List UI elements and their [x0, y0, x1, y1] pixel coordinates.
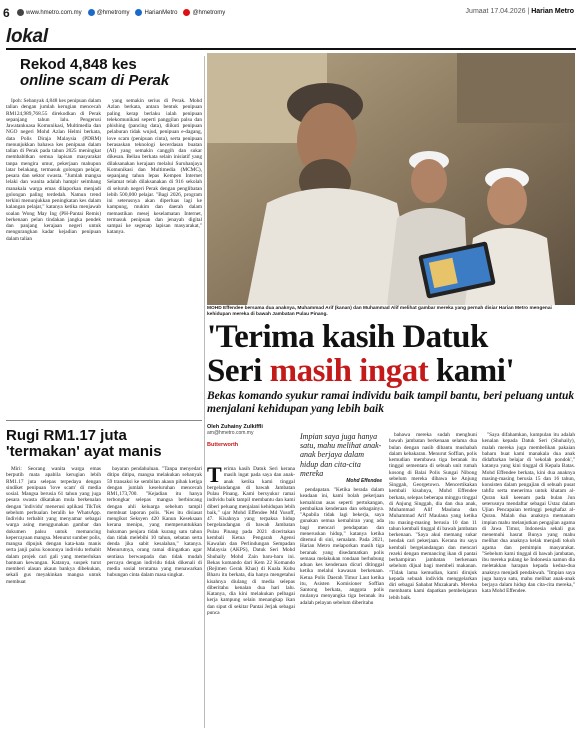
facebook-icon [135, 9, 142, 16]
instagram-link[interactable]: @hmetromy [183, 9, 225, 16]
author-name: Oleh Zuhainy Zulkiffli [207, 424, 263, 430]
divider [6, 420, 202, 421]
pull-quote-name: Mohd Effendee [346, 478, 382, 485]
headline-highlight: masih ingat [269, 353, 429, 389]
section-rule [6, 48, 576, 50]
story2-col1: Miri: Seorang wanita warga emas berputih mata apabila kerugian lebih RM1.17 juta selepas terpedaya dengan sindiket penipuan 'love scam' di media sosial. Mangsa berusia 61 tahun yang juga pesara swasta dikatakan mula berkenalan dengan 'individu' menerusi aplikasi TikTok sebelum perbualan beralih ke WhatsApp. Individu terbabit yang menyamar sebagai warga asing menggunakan gambar dan dokumen palsu untuk memancing kepercayaan mangsa. Menurut sumber polis, mangsa dipujuk dengan kata-kata manis serta janji palsu kononnya individu terbabit dalam projek cari gali yang memerlukan bantuan kewangan. Katanya, suspek turut memberi alasan akaun bankya dibekukan, sekali gus meyakinkan mangsa untuk membuat [6, 466, 101, 585]
page-header [0, 0, 580, 26]
story2-headline: Rugi RM1.17 juta 'termakan' ayat manis [6, 427, 162, 460]
main-col2: pendapatan. "Ketika berada dalam keadaan ini, kami bolah pekerjaan kemahiran asas seperti pertukangan, pembaikan kenderaan dan sebagainya. "Apabila tidak lagi bekerja, saya gunakan semua kemahiran yang ada bagi mencari pendapatan dan meneruskan hidup," katanya ketika ditemui di sini, semalam. Pada 2021, Harian Metro melaporkan masih tiga beranak yang disedamatkan polis semasa melakukan rondaan berhubung aduan kes kenderaan dicuri ditinggal ketika melalui kawasan berkenaan. Ketua Polis Daerah Timur Laut ketika itu, Asisten Komisioner Soffian Santong berkata, anggota polis mulanya menyangka tiga beranak itu adalah pelayan sebelum diberitahu [300, 487, 384, 606]
issue-date: Jumaat 17.04.2026 [465, 8, 526, 15]
issue-info: Jumaat 17.04.2026 | Harian Metro [465, 8, 574, 15]
column-divider [204, 56, 205, 728]
main-col4: "Saya difahamkan, kumpulan itu adalah kenalan kepada Datuk Seri (Shuhaily), malah mereka juga membelikan pakaian baharu buat kami manakala dua anak didaftarkan belajar di 'sekolah pondok'," katanya yang kini tinggal di Kepala Batas. Mohd Effendee berkata, kini dua anaknya masing-masing berusia 15 dan 16 tahun, konsisten dalam pengajian di sebuah pusat tahfiz serta menerima untuk khatam al-Quran kali keenam pada bulan Jun seterusnya mendaftar sebagai Ustaz dalam Ujian Pencapaian tertinggi penghafaz al-Quran. Malah dua anaknya memanam impian mahu melanjutkan pengajian agama di Jawa Timur, Indonesia sekali gus menemuhi hasrat Bunya yang mahu melihat dua anaknya kelak menjadi tokoh agama dan pemimpin masyarakat. "Sebelum kami tinggal di bawah jambatan, ibu mereka pulang ke Indonesia namun dia meletakkan harapan kepada kedua-dua anaknya menjadi pendakwah. "Impian saya juga hanya satu, mahu melihat anak-anak berjaya dalam hidup dan cita-cita mereka," kata Mohd Effendee. [482, 432, 575, 595]
web-link[interactable]: www.hmetro.com.my [17, 9, 82, 16]
section-title: lokal [6, 26, 48, 47]
pull-quote-text: Impian saya juga hanya satu, mahu melihat anak-anak berjaya dalam hidup dan cita-cita mereka [300, 432, 382, 478]
globe-icon [17, 9, 24, 16]
author-email[interactable]: am@hmetro.com.my [207, 430, 254, 436]
main-headline: 'Terima kasih Datuk Seri masih ingat kami' [207, 319, 515, 389]
brand-name: Harian Metro [531, 8, 574, 15]
news-photo [207, 53, 575, 305]
twitter-link[interactable]: @hmetromy [88, 9, 130, 16]
story1-col2: yang semakin serius di Perak. Mohd Azlan berkata, antara bentuk penipuan paling kerap berlaku ialah penipuan telekomunikasi seperti panggilan palsu dan phishing (pancing data), diikuti penipuan pelaburan tidak wujud, penipuan e-dagang, love scam (penipuan cinta), serta penipuan berasaskan teknologi kecerdasan buatan (AI) yang semakin canggih dan sukar dikesan. Beliau berkata selain inisiatif yang dilaksanakan kerajaan melalui Suruhanjaya Komunikasi dan Multimedia (MCMC), sepanjang tahun lepas Kempen Internet Selamat telah dilaksanakan di 916 sekolah di seluruh negeri Perak dengan penglibatan lebih 500,000 pelajar. "Bagi 2026, program ini seterusnya akan diperluas lagi ke kampung, mukim dan daerah dalam memastikan mesej keselamatan Internet, termasuk penipuan dan jenayah digital sampai ke segenap lapisan masyarakat," katanya. [107, 98, 202, 236]
byline [207, 424, 303, 448]
story1-headline: Rekod 4,848 kes online scam di Perak [20, 56, 170, 89]
social-links [17, 9, 225, 16]
photo-illustration [207, 53, 575, 305]
photo-caption: MOHD Effendee bersama dua anaknya, Muhammad Arif (kanan) dan Muhammad Alif melihat gambar mereka yang pernah disiar Harian Metro mengenai kehidupan mereka di bawah Jambatan Pulau Pinang. [207, 306, 552, 317]
facebook-link[interactable]: HarianMetro [135, 9, 177, 16]
story2-col2: bayaran pendahuluan. "Tanpa menyedari ditipu ditipu, mangsa melakukan sebanyak 59 transaksi ke sembilan akaun pihak ketiga dengan jumlah keseluruhan mencecah RM1,173,700. "Kejadian itu hanya terbongkar selepas mangsa berbincang dengan ahli keluarga sebelum tampil membuat laporan polis. "Kes itu disiasat mengikut Seksyen 420 Kanun Keseksaan kerana menipu, yang memperuntukkan hukuman penjara tidak kurang satu tahun dan tidak melebihi 10 tahun, sebatan serta denda jika sabit kesalahan," katanya. Menurutnya, orang ramai diingatkan agar sentiasa berwaspada dan tidak mudah percaya dengan individu tidak dikenali di media sosial terutama yang menawarkan hubungan cinta dalam masa singkat. [107, 466, 202, 579]
dateline: Butterworth [207, 442, 239, 448]
main-col1: Terima kasih Datuk Seri kerana masih ingat pada saya dan anak-anak ketika kami tinggal bergelandangan di bawah Jambatan Pulau Pinang. Kami bersyukur ramai individu baik tampil membantu dan kami diberi peluang menjalani kehidupan lebih baik," ujar Mohd Effendee Md Yusoff, 47. Kisahnya yang terpaksa hidup bergelandangan di bawah Jambatan Pulau Pinang pada 2021 diceritakan kembali Ketua Pengarah Agensi Kawalan dan Perlindungan Sempadan Malaysia (AKPS), Datuk Seri Mohd Shuhaily Mohd Zain baru-baru ini. Bekas komando dari Kem 22 Komando (Rejimen Gerak Khas) di Kuala Kubu Bharu itu berkata, dia hanya mengetahui kisahnya diulang di media selepas diberitahu kenalan dua hari lalu. Katanya, dia kini melakukan pelbagai kerja kampung selain menangkap ikan dan siput di sekitar Pantai Jerjak sebagai punca [207, 466, 295, 616]
main-col3: bahawa mereka sudah menghuni bawah jambatan berkenaan selama dua bulan dengan nasib dibantu mushabah dalam kebakaran. Menurut Soffian, polis kemudian membawa tiga beranak itu tinggal sementara di sebuah unit rumah kosong di Balai Polis Sungai Nibong sebelum mereka dibawa ke Anjung Singgah, Georgetown. Mencertikakan kembali kisahnya, Mohd Effendee berkata, selepas beberapa minggu tinggal di Anjung Singgah, dia dan dua anak, Muhammad Alif Maulana dan Muhammad Arif Maulana yang ketika itu masing-masing berusia 10 dan 11 tahun kembali tinggal di bawah jambatan berkenaan. "Saya akui memang sukar hendak cari pekerjaan. Kerana itu saya kembali bergelandangan dan mencari rezeki dengan memancing ikan di pantai berhampiran jambatan berkenaan sebelum dijual bagi membeli makanan. "Tidak lama kemudian, kami dirujuk kepada sebuah individu menggelarkan diri sebagai Sahabat Muzakarah. Mereka membantu kami dapatkan pembelajaran lebih baik. [389, 432, 477, 601]
instagram-icon [183, 9, 190, 16]
page-number: 6 [3, 6, 10, 20]
story1-col1: Ipoh: Sebanyak 4,848 kes penipuan dalam talian dengan jumlah kerugian mencecah RM124,989,768.55 direkodkan di Perak sepanjang tahun lalu. Pengerusi Jawatankuasa Komunikasi, Multimedia dan NGO negeri Mohd Azlan Helmi berkata, data Polis Diraja Malaysia (PDRM) menunjukkan bahawa kes penipuan dalam talian di Perak pada tahun 2025 meningkat membabitkan semua lapisan masyarakat tanpa mengira umur, pekerjaan mahupun latar belakang, termasuk golongan pelajar, pesara dan sektor swasta. "Jumlah mangsa lelaki dan wanita adalah hampir seimbang manakala warga emas dilaporkan menjadi golongan paling terdedah. Namun trend terkini menunjukkan peningkatan kes dalam kalangan pelajar," katanya ketika menjawab soalan Wong May Ing (PH-Pantai Remis) berkenaan pelan tindakan jangka pendek dan panjang kerajaan negeri untuk mengurangkan kadar kejadian penipuan dalam talian [6, 98, 101, 242]
drop-cap: T [207, 466, 222, 487]
main-deck: Bekas komando syukur ramai individu baik tampil bantu, beri peluang untuk menjalani kehidupan yang lebih baik [207, 390, 575, 415]
pull-quote [300, 432, 382, 484]
twitter-icon [88, 9, 95, 16]
